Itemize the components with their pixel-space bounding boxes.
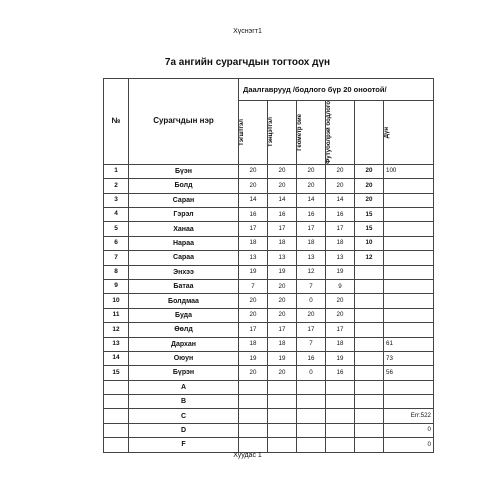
row-number: 15 [104,366,129,380]
sub-header-label: Геометр бие [297,114,303,151]
score-cell [355,366,384,380]
table-row [104,366,434,380]
total-cell [384,251,434,265]
empty-cell [297,409,326,423]
score-cell [355,265,384,279]
score-cell: 17 [326,323,355,337]
empty-cell [355,395,384,409]
grade-label: F [129,438,239,452]
table-row [104,279,434,293]
score-cell: 17 [297,222,326,236]
student-name: Болдмаа [129,294,239,308]
student-name: Сараа [129,251,239,265]
student-name: Энхээ [129,265,239,279]
total-cell [384,179,434,193]
empty-cell [326,380,355,394]
grade-row [104,395,434,409]
empty-cell [268,423,297,437]
total-cell [384,308,434,322]
score-cell: 20 [355,193,384,207]
score-cell: 13 [297,251,326,265]
score-cell: 14 [326,193,355,207]
score-cell: 20 [297,164,326,178]
table-row [104,251,434,265]
score-cell: 14 [297,193,326,207]
student-name: Саран [129,193,239,207]
grade-label: B [129,395,239,409]
empty-cell [326,423,355,437]
total-cell: 61 [384,337,434,351]
score-cell: 20 [268,308,297,322]
total-cell [384,294,434,308]
empty-cell [268,395,297,409]
score-cell: 20 [268,164,297,178]
grade-row [104,380,434,394]
empty-cell [239,438,268,452]
score-cell: 15 [355,208,384,222]
table-row [104,208,434,222]
sub-header-cell [268,101,297,165]
empty-cell [268,409,297,423]
table-row [104,179,434,193]
score-cell: 17 [326,222,355,236]
empty-cell [268,380,297,394]
total-cell [384,208,434,222]
empty-cell [104,380,129,394]
grade-rows [104,380,434,452]
student-name: Нараа [129,236,239,250]
empty-cell [239,395,268,409]
grade-count [384,395,434,409]
score-cell: 0 [297,366,326,380]
score-cell: 13 [268,251,297,265]
sub-header-cell [326,101,355,165]
empty-cell [355,409,384,423]
table-row [104,337,434,351]
tasks-group-header: Даалгаврууд /бодлого бүр 20 оноотой/ [239,79,434,101]
score-cell: 17 [268,323,297,337]
score-cell: 18 [326,337,355,351]
grade-table [103,78,434,453]
grade-label: D [129,423,239,437]
page-title: 7а ангийн сурагчдын тогтоох дүн [164,57,331,68]
score-cell [355,279,384,293]
empty-cell [297,395,326,409]
grade-count: Err:522 [384,409,434,423]
empty-cell [239,409,268,423]
empty-cell [239,380,268,394]
grade-row [104,438,434,452]
score-cell: 14 [268,193,297,207]
score-cell: 20 [239,308,268,322]
score-cell: 17 [239,323,268,337]
score-cell: 20 [268,279,297,293]
score-cell: 16 [326,366,355,380]
row-number: 8 [104,265,129,279]
score-cell: 17 [239,222,268,236]
student-name: Буда [129,308,239,322]
grade-label: C [129,409,239,423]
row-number: 7 [104,251,129,265]
sub-header-label: Футуболрэй бодлого [326,101,332,164]
score-cell: 14 [239,193,268,207]
score-cell: 16 [326,208,355,222]
score-cell: 19 [268,351,297,365]
sheet-footer: Хуудас 1 [233,452,262,459]
score-cell [355,351,384,365]
empty-cell [355,423,384,437]
score-cell: 12 [355,251,384,265]
sub-header-cell [384,101,434,165]
total-cell [384,236,434,250]
score-cell: 20 [268,366,297,380]
score-cell: 20 [239,164,268,178]
grade-row [104,409,434,423]
score-cell: 16 [297,351,326,365]
score-cell: 20 [326,308,355,322]
score-cell: 16 [268,208,297,222]
empty-cell [297,423,326,437]
row-number: 1 [104,164,129,178]
student-name: Бүрэн [129,366,239,380]
score-cell [355,323,384,337]
total-cell: 100 [384,164,434,178]
table-row [104,351,434,365]
sub-header-label: Тэгштгэл [239,118,245,146]
row-number: 4 [104,208,129,222]
student-name: Болд [129,179,239,193]
score-cell: 18 [268,236,297,250]
table-row [104,265,434,279]
score-cell: 20 [268,179,297,193]
score-cell [355,308,384,322]
empty-cell [355,438,384,452]
score-cell: 9 [326,279,355,293]
score-cell: 12 [297,265,326,279]
row-number: 11 [104,308,129,322]
score-cell: 7 [239,279,268,293]
total-cell: 56 [384,366,434,380]
grade-count: 0 [384,438,434,452]
score-cell: 18 [297,236,326,250]
grade-label: A [129,380,239,394]
empty-cell [239,423,268,437]
empty-cell [326,438,355,452]
empty-cell [268,438,297,452]
student-name: Гэрэл [129,208,239,222]
table-row [104,164,434,178]
total-cell [384,323,434,337]
score-cell: 17 [297,323,326,337]
student-rows [104,164,434,380]
row-number: 14 [104,351,129,365]
empty-cell [355,380,384,394]
sheet-header: Хүснэгт1 [233,28,262,35]
score-cell: 7 [297,279,326,293]
row-number: 9 [104,279,129,293]
table-row [104,308,434,322]
row-number: 3 [104,193,129,207]
total-cell: 73 [384,351,434,365]
empty-cell [326,409,355,423]
score-cell: 20 [268,294,297,308]
student-name: Өөлд [129,323,239,337]
score-cell: 20 [326,179,355,193]
score-cell: 20 [297,308,326,322]
empty-cell [104,409,129,423]
row-number: 6 [104,236,129,250]
score-cell: 16 [239,208,268,222]
total-cell [384,279,434,293]
grade-row [104,423,434,437]
score-cell: 20 [239,294,268,308]
row-number: 13 [104,337,129,351]
student-name: Дархан [129,337,239,351]
student-name: Оюун [129,351,239,365]
score-cell: 19 [326,265,355,279]
row-number: 2 [104,179,129,193]
score-cell: 19 [239,351,268,365]
empty-cell [297,438,326,452]
row-number: 10 [104,294,129,308]
sub-header-cell [239,101,268,165]
table-row [104,323,434,337]
score-cell: 20 [355,179,384,193]
score-cell: 20 [326,294,355,308]
score-cell: 19 [239,265,268,279]
score-cell: 20 [239,366,268,380]
score-cell: 13 [239,251,268,265]
score-cell: 18 [326,236,355,250]
sub-header-label: Тэнцэтгэл [268,117,274,148]
sub-header-cell [355,101,384,165]
score-cell: 10 [355,236,384,250]
empty-cell [104,395,129,409]
empty-cell [326,395,355,409]
score-cell: 7 [297,337,326,351]
score-cell [355,294,384,308]
empty-cell [104,423,129,437]
score-cell: 20 [326,164,355,178]
score-cell: 20 [355,164,384,178]
score-cell: 0 [297,294,326,308]
score-cell: 19 [268,265,297,279]
empty-cell [297,380,326,394]
score-cell: 18 [268,337,297,351]
empty-cell [104,438,129,452]
row-number: 5 [104,222,129,236]
score-cell: 18 [239,337,268,351]
table-row [104,294,434,308]
sub-header-cell [297,101,326,165]
score-cell [355,337,384,351]
score-cell: 20 [239,179,268,193]
score-cell: 17 [268,222,297,236]
score-cell: 19 [326,351,355,365]
student-name: Бүэн [129,164,239,178]
score-cell: 13 [326,251,355,265]
score-cell: 15 [355,222,384,236]
row-number: 12 [104,323,129,337]
col-name-header: Сурагчдын нэр [129,79,239,165]
total-cell [384,265,434,279]
table-row [104,236,434,250]
col-no-header: № [104,79,129,165]
student-name: Батаа [129,279,239,293]
student-name: Ханаа [129,222,239,236]
total-cell [384,193,434,207]
score-cell: 20 [297,179,326,193]
score-cell: 18 [239,236,268,250]
sub-header-label: Дүн [384,126,390,139]
table-row [104,222,434,236]
total-cell [384,222,434,236]
table-row [104,193,434,207]
grade-count [384,380,434,394]
grade-count: 0 [384,423,434,437]
score-cell: 16 [297,208,326,222]
